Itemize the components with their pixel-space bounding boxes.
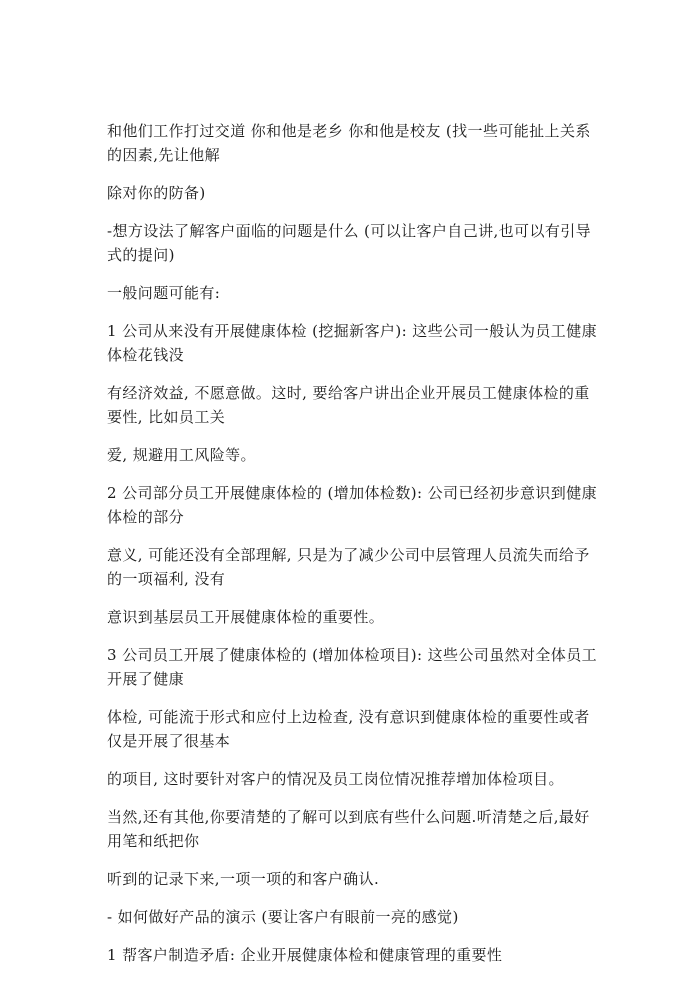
paragraph-17: 1 帮客户制造矛盾: 企业开展健康体检和健康管理的重要性 (107, 946, 503, 964)
document-body (107, 119, 597, 981)
paragraph-9: 意义, 可能还没有全部理解, 只是为了减少公司中层管理人员流失而给予的一项福利, 没有 (107, 546, 590, 588)
paragraph-12: 体检, 可能流于形式和应付上边检查, 没有意识到健康体检的重要性或者仅是开展了很基本 (107, 708, 590, 750)
paragraph-6: 有经济效益, 不愿意做。这时, 要给客户讲出企业开展员工健康体检的重要性, 比如员工关 (107, 384, 590, 426)
paragraph-14: 当然,还有其他,你要清楚的了解可以到底有些什么问题.听清楚之后,最好用笔和纸把你 (107, 808, 590, 850)
paragraph-13: 的项目, 这时要针对客户的情况及员工岗位情况推荐增加体检项目。 (107, 770, 564, 788)
paragraph-8: 2 公司部分员工开展健康体检的 (增加体检数): 公司已经初步意识到健康体检的部分 (107, 484, 598, 526)
paragraph-4: 一般问题可能有: (107, 284, 221, 302)
paragraph-16: - 如何做好产品的演示 (要让客户有眼前一亮的感觉) (107, 908, 459, 926)
paragraph-15: 听到的记录下来,一项一项的和客户确认. (107, 870, 380, 888)
paragraph-10: 意识到基层员工开展健康体检的重要性。 (107, 608, 385, 626)
paragraph-7: 爱, 规避用工风险等。 (107, 446, 256, 464)
paragraph-11: 3 公司员工开展了健康体检的 (增加体检项目): 这些公司虽然对全体员工开展了健康 (107, 646, 598, 688)
paragraph-2: 除对你的防备) (107, 184, 206, 202)
paragraph-1: 和他们工作打过交道 你和他是老乡 你和他是校友 (找一些可能扯上关系的因素,先让他解 (107, 122, 591, 164)
paragraph-3: -想方设法了解客户面临的问题是什么 (可以让客户自己讲,也可以有引导式的提问) (107, 222, 592, 264)
paragraph-5: 1 公司从来没有开展健康体检 (挖掘新客户): 这些公司一般认为员工健康体检花钱没 (107, 322, 598, 364)
